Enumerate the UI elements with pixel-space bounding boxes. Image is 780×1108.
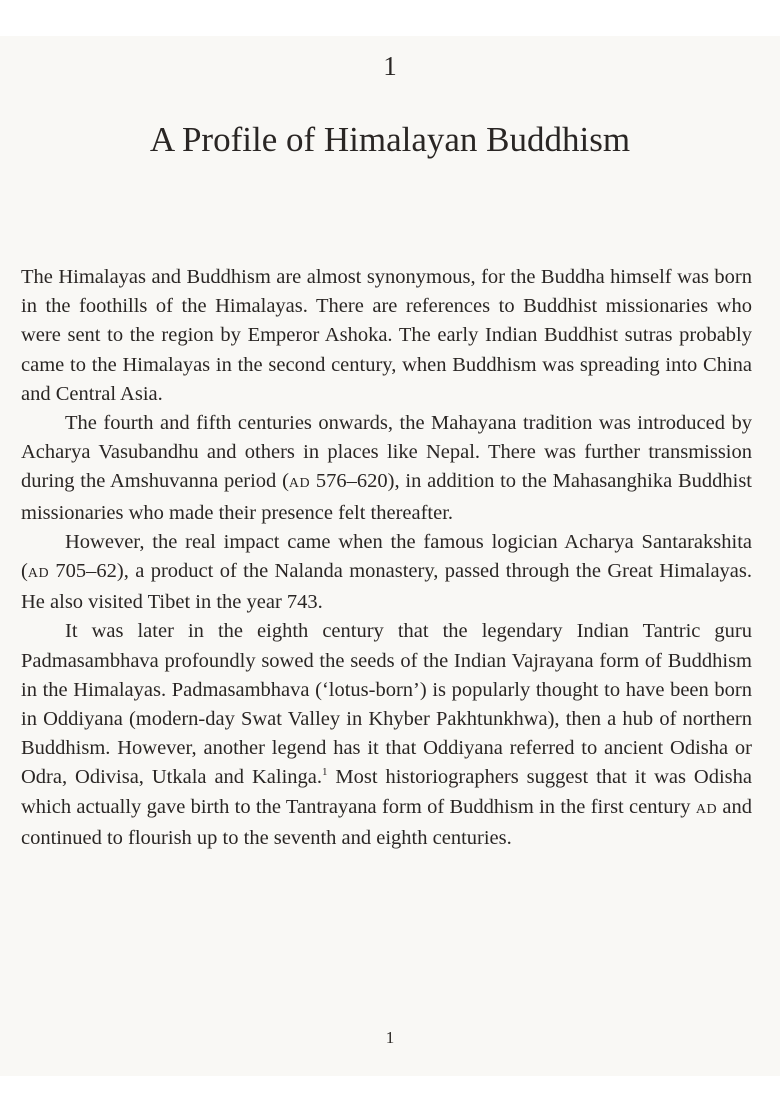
- paragraph-2-text-a: The fourth and fifth centuries onwards, the Mahayana tradition was introduced by Acharya Vasubandhu and others in places like Nepal. There was further transmission during the Amshuvanna period (: [21, 412, 752, 493]
- era-abbreviation: AD: [288, 476, 311, 492]
- bottom-margin: [0, 1076, 780, 1108]
- chapter-title: A Profile of Himalayan Buddhism: [149, 120, 631, 159]
- paragraph-1: The Himalayas and Buddhism are almost synonymous, for the Buddha himself was born in the foothills of the Himalayas. There are references to Buddhist missionaries who were sent to the region by Emperor Ashoka. The early Indian Buddhist sutras probably came to the Himalayas in the second century, when Buddhism was spreading into China and Central Asia.: [21, 266, 752, 405]
- paragraph-3-text-a: However, the real impact came when the famous logician Acharya Santarakshita (: [21, 530, 752, 583]
- top-margin: [0, 0, 780, 36]
- body-text: [21, 263, 752, 853]
- footnote-marker[interactable]: 1: [322, 766, 328, 779]
- paragraph-2: [21, 409, 752, 528]
- paragraph-4-text-b: Most historiographers suggest that it was Odisha which actually gave birth to the Tantrayana form of Buddhism in the first century: [21, 766, 752, 818]
- paragraph-3-text-b: 705–62), a product of the Nalanda monastery, passed through the Great Himalayas. He also visited Tibet in the year 743.: [21, 560, 752, 614]
- era-abbreviation: AD: [695, 801, 718, 817]
- page-number: 1: [385, 1028, 395, 1047]
- paragraph-3: [21, 528, 752, 618]
- paragraph-2-text-b: 576–620), in addition to the Mahasanghika Buddhist missionaries who made their presence felt thereafter.: [21, 470, 752, 524]
- paragraph-4: [21, 617, 752, 853]
- paragraph-4-text-c: and continued to flourish up to the seventh and eighth centuries.: [21, 795, 752, 849]
- era-abbreviation: AD: [27, 566, 50, 582]
- paragraph-4-text-a: It was later in the eighth century that the legendary Indian Tantric guru Padmasambhava profoundly sowed the seeds of the Indian Vajrayana form of Buddhism in the Himalayas. Padmasambhava (‘lotus-born’) is popularly thought to have been born in Oddiyana (modern-day Swat Valley in Khyber Pakhtunkhwa), then a hub of northern Buddhism. However, another legend has it that Oddiyana referred to ancient Odisha or Odra, Odivisa, Utkala and Kalinga.: [21, 620, 752, 789]
- chapter-number: 1: [383, 51, 397, 81]
